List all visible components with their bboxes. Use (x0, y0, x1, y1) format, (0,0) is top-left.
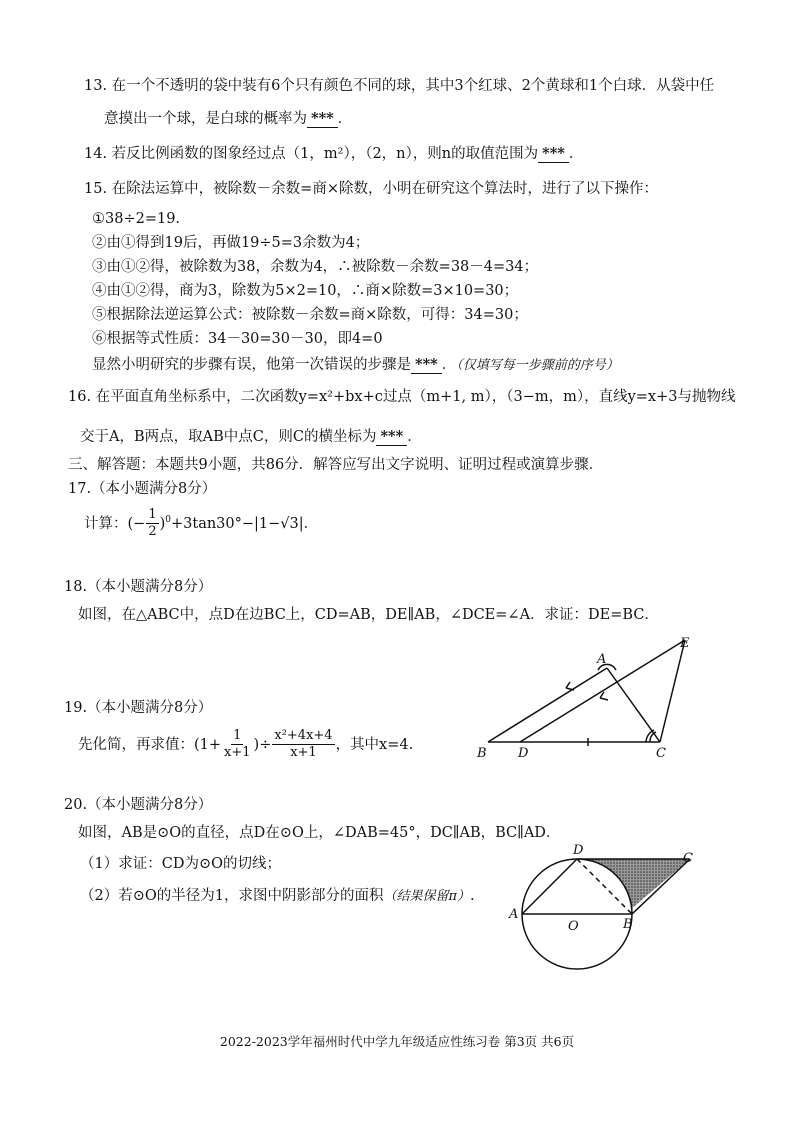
q16-line2: 交于A，B两点，取AB中点C，则C的横坐标为 *** ． (80, 428, 422, 445)
label-B: B (623, 917, 633, 932)
page-footer: 2022-2023学年福州时代中学九年级适应性练习卷 第3页 共6页 (219, 1034, 575, 1049)
q18-title: 18.（本小题满分8分） (64, 579, 213, 595)
q19-fraction-1: $\frac{1}{x+1}$ (224, 728, 251, 761)
q13-line2: 意摸出一个球，是白球的概率为 *** ． (104, 110, 353, 127)
q15-conclusion: 显然小明研究的步骤有误，他第一次错误的步骤是 *** ．（仅填写每一步骤前的序号） (92, 356, 619, 373)
q16-line1: 16. 在平面直角坐标系中，二次函数y=x²+bx+c过点（m+1, m），（3−m，m），直线y=x+3与抛物线 (68, 389, 736, 405)
q15-hint: （仅填写每一步骤前的序号） (456, 358, 619, 373)
q15-step-2: ②由①得到19后，再做19÷5=3余数为4； (92, 235, 370, 251)
q19-title: 19.（本小题满分8分） (64, 700, 213, 716)
label-O: O (568, 919, 579, 934)
q17-title: 17.（本小题满分8分） (68, 481, 217, 497)
q15-answer-blank: *** (411, 356, 442, 374)
section3-heading: 三、解答题：本题共9小题，共86分．解答应写出文字说明、证明过程或演算步骤． (68, 457, 604, 473)
q14-text: 14. 若反比例函数的图象经过点（1，m²），（2，n），则n的取值范围为 (84, 146, 539, 162)
q13-answer-blank: *** (307, 110, 338, 128)
label-D: D (518, 746, 529, 761)
label-A: A (509, 907, 519, 922)
label-A: A (597, 652, 607, 667)
q15-step-6: ⑥根据等式性质：34－30=30－30，即4=0 (92, 331, 383, 347)
q13-text: 意摸出一个球，是白球的概率为 (104, 111, 307, 127)
label-D: D (573, 843, 584, 858)
q15-step-4: ④由①②得，商为3，除数为5×2=10，∴商×除数=3×10=30； (92, 283, 519, 299)
q14-answer-blank: *** (538, 145, 569, 163)
q14-line: 14. 若反比例函数的图象经过点（1，m²），（2，n），则n的取值范围为 *** ． (84, 145, 584, 162)
q15-step-3: ③由①②得，被除数为38，余数为4，∴被除数－余数=38－4=34； (92, 259, 539, 275)
q18-text: 如图，在△ABC中，点D在边BC上，CD=AB，DE∥AB，∠DCE=∠A．求证：DE=BC． (78, 607, 659, 623)
q20-part1: （1）求证：CD为⊙O的切线； (80, 856, 281, 872)
label-C: C (656, 746, 666, 761)
q15-intro: 15. 在除法运算中，被除数－余数=商×除数，小明在研究这个算法时，进行了以下操作： (84, 181, 658, 197)
q20-part2: （2）若⊙O的半径为1，求图中阴影部分的面积（结果保留π）. (80, 888, 475, 904)
q19-expression: 先化简，再求值：(1+ $\frac{1}{x+1}$ )÷ $\frac{\text{x²+4x+4}}{x+1}$ ，其中x=4. (78, 728, 414, 761)
q13-line1: 13. 在一个不透明的袋中装有6个只有颜色不同的球，其中3个红球、2个黄球和1个白球．从袋中任 (84, 78, 715, 94)
q15-step-1: ①38÷2=19. (92, 211, 181, 227)
q20-circle-figure (505, 838, 705, 988)
label-C: C (683, 851, 693, 866)
q20-title: 20.（本小题满分8分） (64, 797, 213, 813)
label-B: B (477, 746, 487, 761)
q20-text: 如图，AB是⊙O的直径，点D在⊙O上，∠DAB=45°，DC∥AB，BC∥AD． (78, 825, 561, 841)
q16-answer-blank: *** (376, 428, 407, 446)
q19-fraction-2: $\frac{\text{x²+4x+4}}{x+1}$ (274, 728, 333, 761)
q18-triangle-figure (470, 630, 710, 765)
label-E: E (680, 636, 690, 651)
q17-fraction: $\frac{1}{2}$ (148, 507, 157, 540)
q17-expression: 计算：(− $\frac{1}{2}$ )$^0$+3tan30°−|1−√3|． (84, 507, 319, 540)
q15-step-5: ⑤根据除法逆运算公式：被除数－余数=商×除数，可得：34=30； (92, 307, 528, 323)
